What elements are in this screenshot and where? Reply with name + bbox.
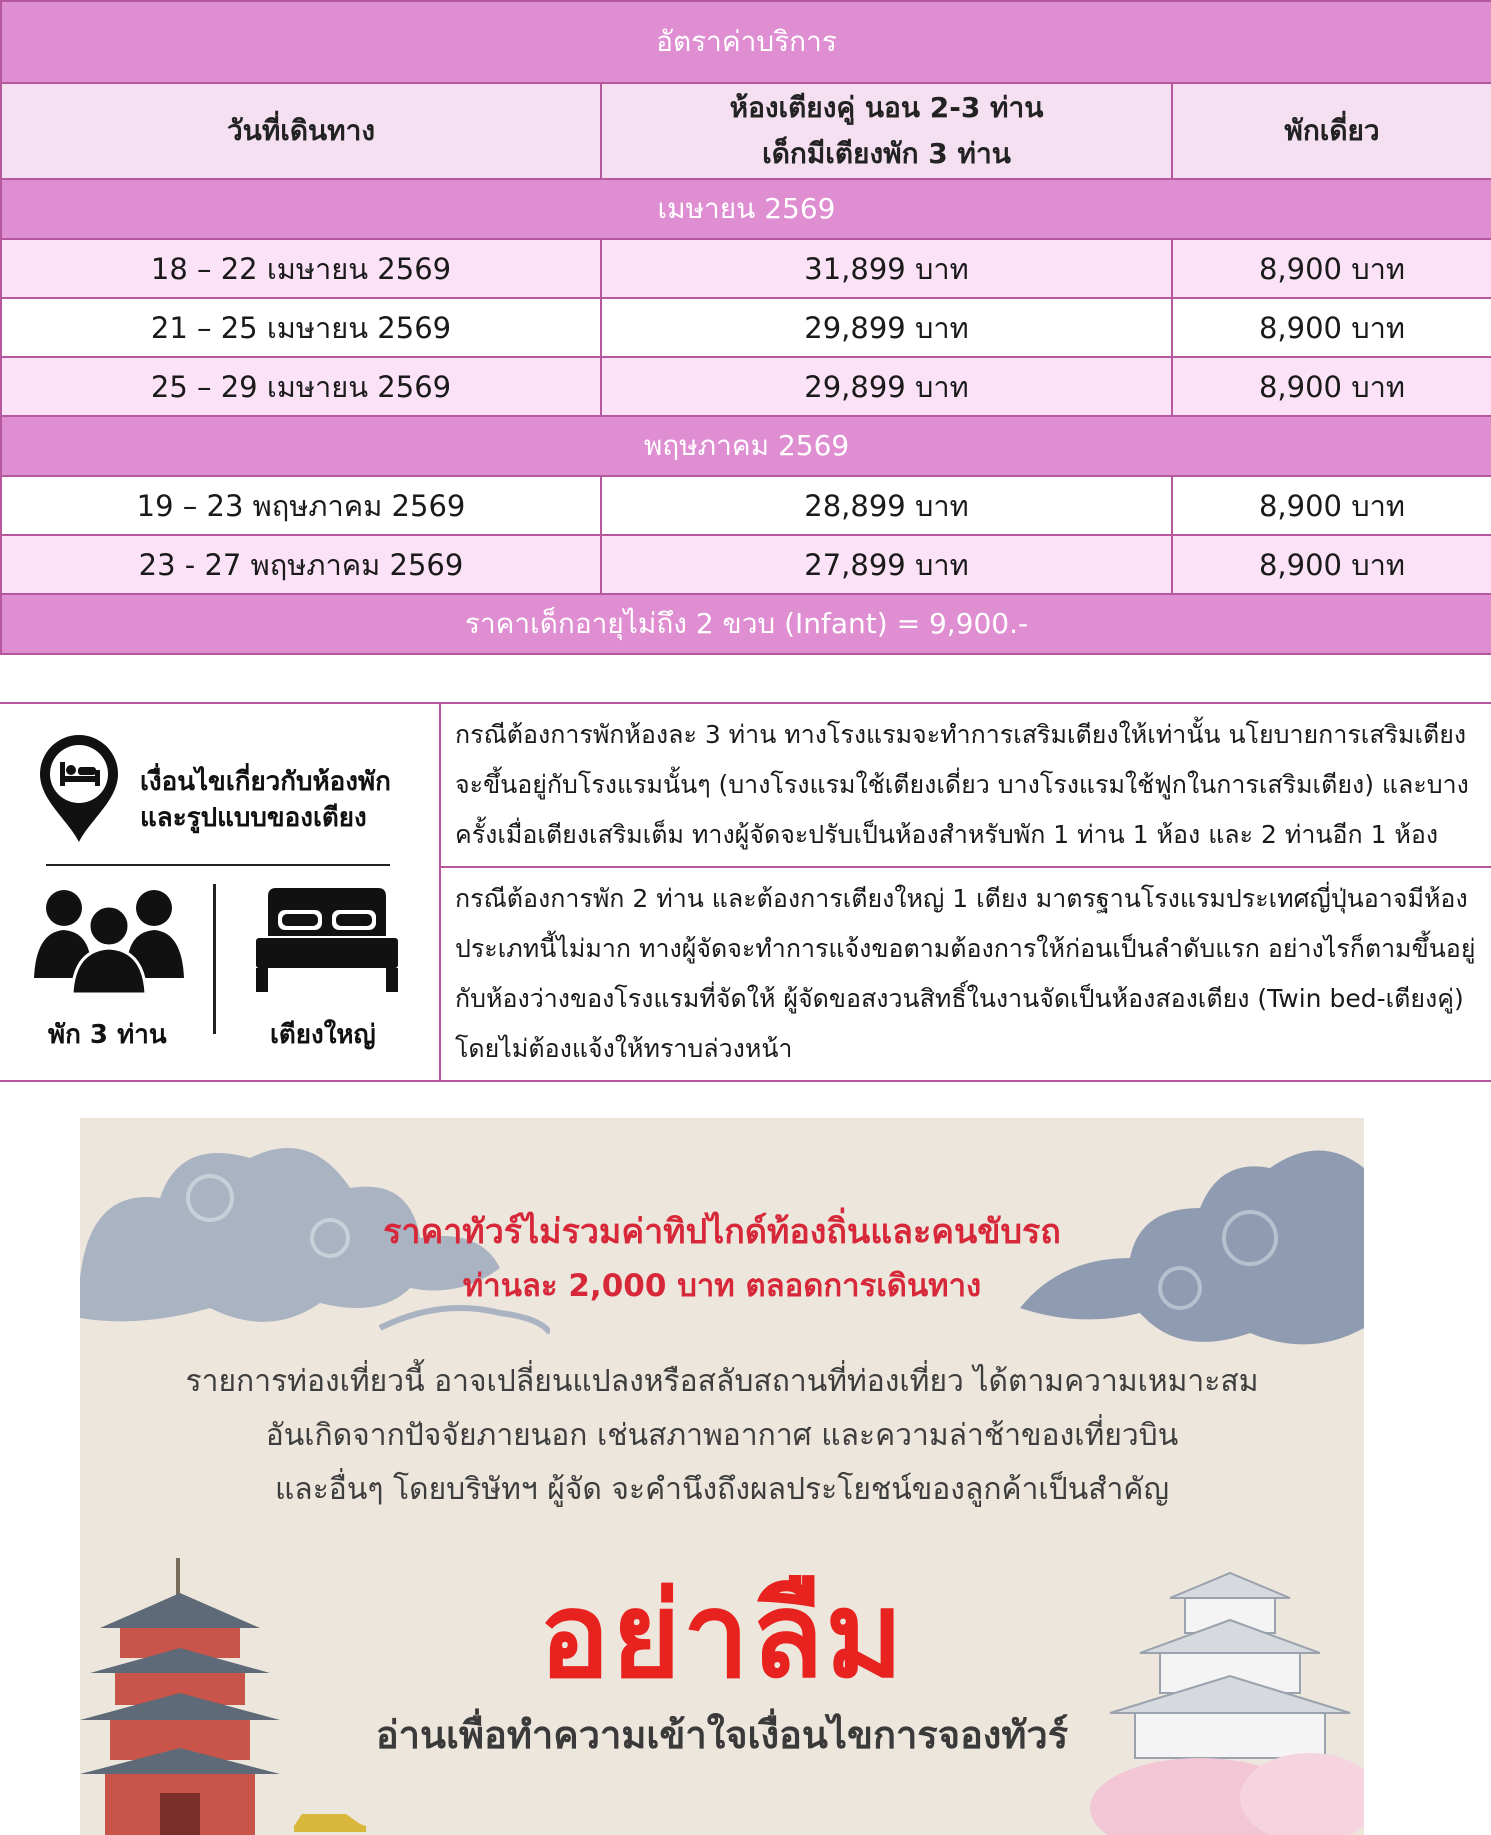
price-table [0, 0, 1491, 655]
conditions-title [140, 764, 391, 836]
booking-reminder-banner [80, 1118, 1364, 1835]
divider [213, 884, 216, 1034]
three-people-icon [34, 886, 184, 996]
table-row [1, 476, 1491, 535]
row-twin-price: 28,899 บาท [601, 476, 1172, 535]
month-row [1, 416, 1491, 476]
row-date: 19 – 23 พฤษภาคม 2569 [1, 476, 601, 535]
table-row [1, 298, 1491, 357]
row-date: 25 – 29 เมษายน 2569 [1, 357, 601, 416]
row-twin-price: 27,899 บาท [601, 535, 1172, 594]
month-label: พฤษภาคม 2569 [1, 416, 1491, 476]
condition-note-double-bed: กรณีต้องการพัก 2 ท่าน และต้องการเตียงใหญ่ 1 เตียง มาตรฐานโรงแรมประเทศญี่ปุ่นอาจมีห้องประเภทนี้ไม่มาก ทางผู้จัดจะทำการแจ้งขอตามต้องการให้ก่อนเป็นลำดับแรก อย่างไรก็ตามขึ้นอยู่กับห้องว่างของโรงแรมที่จัดให้ ผู้จัดขอสงวนสิทธิ์ในงานจัดเป็นห้องสองเตียง (Twin bed-เตียงคู่) โดยไม่ต้องแจ้งให้ทราบล่วงหน้า [455, 884, 1476, 1063]
map-pin-bed-icon [38, 734, 120, 844]
condition-note-triple: กรณีต้องการพักห้องละ 3 ท่าน ทางโรงแรมจะทำการเสริมเตียงให้เท่านั้น นโยบายการเสริมเตียงจะขึ้นอยู่กับโรงแรมนั้นๆ (บางโรงแรมใช้เตียงเดี่ยว บางโรงแรมใช้ฟูกในการเสริมเตียง) และบางครั้งเมื่อเตียงเสริมเต็ม ทางผู้จัดจะปรับเป็นห้องสำหรับพัก 1 ท่าน 1 ห้อง และ 2 ท่านอีก 1 ห้อง [440, 703, 1491, 867]
month-label: เมษายน 2569 [1, 179, 1491, 239]
row-single-price: 8,900 บาท [1172, 357, 1491, 416]
cloud-icon [1020, 1138, 1364, 1378]
row-single-price: 8,900 บาท [1172, 239, 1491, 298]
header-twin-line1: ห้องเตียงคู่ นอน 2-3 ท่าน [729, 91, 1044, 124]
banner-subheadline: อ่านเพื่อทำความเข้าใจเงื่อนไขการจองทัวร์ [375, 1713, 1069, 1757]
pagoda-icon [80, 1558, 280, 1835]
banner-note-line3: และอื่นๆ โดยบริษัทฯ ผู้จัด จะคำนึงถึงผลประโยชน์ของลูกค้าเป็นสำคัญ [274, 1472, 1170, 1507]
double-bed-icon [252, 886, 402, 996]
double-bed-label: เตียงใหญ่ [270, 1020, 376, 1050]
row-single-price: 8,900 บาท [1172, 476, 1491, 535]
header-date: วันที่เดินทาง [1, 83, 601, 179]
conditions-title-line2: และรูปแบบของเตียง [140, 803, 367, 833]
table-title-row [1, 1, 1491, 83]
car-icon [290, 1808, 370, 1835]
infant-row [1, 594, 1491, 654]
header-twin-line2: เด็กมีเตียงพัก 3 ท่าน [762, 137, 1011, 170]
banner-tip-line2: ท่านละ 2,000 บาท ตลอดการเดินทาง [462, 1268, 982, 1304]
conditions-title-line1: เงื่อนไขเกี่ยวกับห้องพัก [140, 767, 391, 797]
conditions-table [0, 702, 1491, 1082]
table-row [1, 535, 1491, 594]
row-twin-price: 29,899 บาท [601, 298, 1172, 357]
table-header-row [1, 83, 1491, 179]
row-twin-price: 29,899 บาท [601, 357, 1172, 416]
table-row [1, 357, 1491, 416]
infant-note: ราคาเด็กอายุไม่ถึง 2 ขวบ (Infant) = 9,900.- [1, 594, 1491, 654]
three-people-label: พัก 3 ท่าน [48, 1020, 167, 1050]
row-date: 18 – 22 เมษายน 2569 [1, 239, 601, 298]
conditions-icon-panel [0, 703, 440, 1081]
header-twin [601, 83, 1172, 179]
table-title: อัตราค่าบริการ [1, 1, 1491, 83]
row-date: 21 – 25 เมษายน 2569 [1, 298, 601, 357]
row-date: 23 - 27 พฤษภาคม 2569 [1, 535, 601, 594]
header-single: พักเดี่ยว [1172, 83, 1491, 179]
row-single-price: 8,900 บาท [1172, 535, 1491, 594]
table-row [1, 239, 1491, 298]
banner-tip-line1: ราคาทัวร์ไม่รวมค่าทิปไกด์ท้องถิ่นและคนขับรถ [383, 1212, 1061, 1252]
banner-note-line2: อันเกิดจากปัจจัยภายนอก เช่นสภาพอากาศ และความล่าช้าของเที่ยวบิน [265, 1418, 1179, 1453]
row-single-price: 8,900 บาท [1172, 298, 1491, 357]
divider [46, 864, 390, 866]
row-twin-price: 31,899 บาท [601, 239, 1172, 298]
month-row [1, 179, 1491, 239]
castle-icon [1080, 1558, 1364, 1835]
banner-headline: อย่าลืม [538, 1566, 906, 1704]
banner-note-line1: รายการท่องเที่ยวนี้ อาจเปลี่ยนแปลงหรือสลับสถานที่ท่องเที่ยว ได้ตามความเหมาะสม [185, 1364, 1259, 1399]
